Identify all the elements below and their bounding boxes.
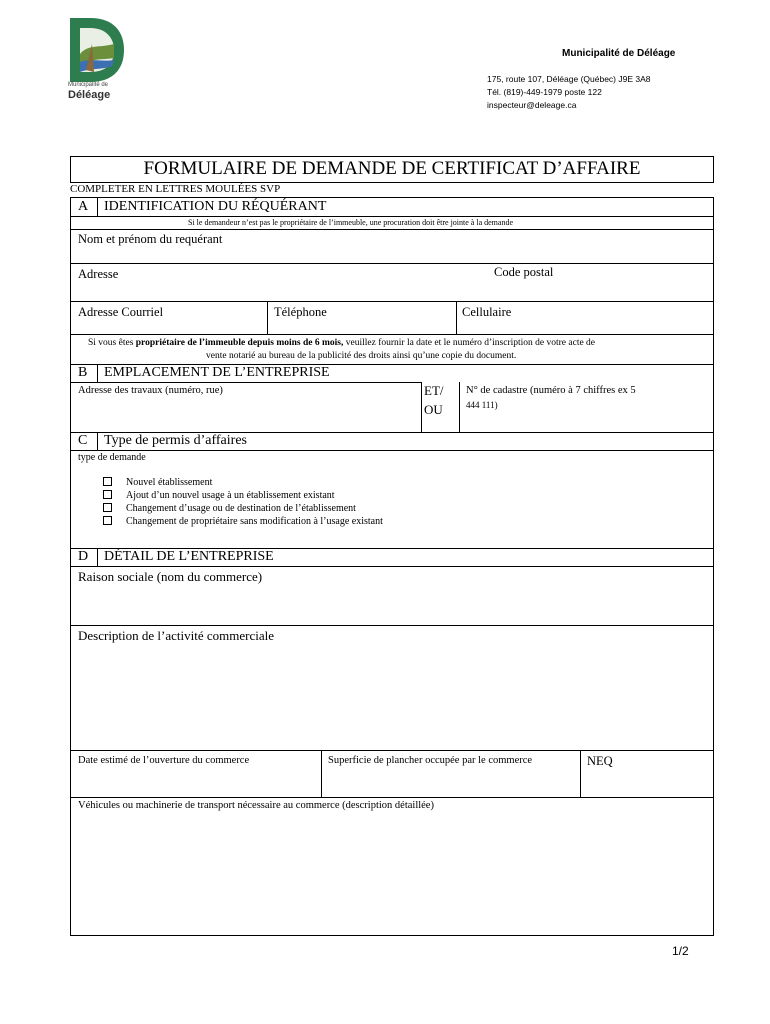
- owner-note-pre: Si vous êtes: [88, 338, 136, 348]
- section-d-letter: D: [78, 549, 89, 564]
- municipality-email: inspecteur@deleage.ca: [487, 100, 577, 110]
- checkbox-icon[interactable]: [103, 477, 112, 486]
- logo-small-text: Municipalité de: [68, 82, 109, 88]
- vehicles-label: Véhicules ou machinerie de transport nécessaire au commerce (description détaillée): [78, 800, 434, 811]
- opening-date-field[interactable]: [70, 768, 320, 796]
- option-label: Nouvel établissement: [126, 477, 213, 488]
- section-d-title: DÉTAIL DE L’ENTREPRISE: [104, 549, 274, 564]
- work-address-label: Adresse des travaux (numéro, rue): [78, 385, 223, 396]
- section-c-title: Type de permis d’affaires: [104, 433, 247, 448]
- address-field[interactable]: [70, 282, 714, 301]
- option-label: Ajout d’un nouvel usage à un établissement existant: [126, 490, 335, 501]
- company-name-field[interactable]: [70, 586, 714, 624]
- section-a-letter: A: [78, 199, 89, 214]
- option-new-establishment[interactable]: [103, 477, 212, 488]
- company-name-label: Raison sociale (nom du commerce): [78, 569, 263, 584]
- section-a-title: IDENTIFICATION DU RÉQUÉRANT: [104, 199, 327, 214]
- municipality-phone: Tél. (819)-449-1979 poste 122: [487, 87, 602, 97]
- requester-name-label: Nom et prénom du requérant: [78, 232, 223, 246]
- checkbox-icon[interactable]: [103, 503, 112, 512]
- vehicles-field[interactable]: [70, 815, 714, 935]
- cadastre-label: N° de cadastre (numéro à 7 chiffres ex 5: [466, 385, 636, 396]
- checkbox-icon[interactable]: [103, 516, 112, 525]
- et-label: ET/: [424, 383, 444, 398]
- email-field[interactable]: [70, 318, 267, 333]
- email-label: Adresse Courriel: [78, 305, 164, 319]
- postal-code-label: Code postal: [494, 265, 554, 279]
- option-change-owner[interactable]: [103, 516, 383, 527]
- section-a-note: Si le demandeur n’est pas le propriétaire de l’immeuble, une procuration doit être jointe à la demande: [188, 218, 513, 227]
- owner-note-bold: propriétaire de l’immeuble depuis moins de 6 mois,: [135, 338, 344, 348]
- requester-name-field[interactable]: [70, 247, 714, 263]
- address-label: Adresse: [78, 267, 119, 281]
- owner-note: [88, 338, 595, 348]
- option-label: Changement de propriétaire sans modification à l’usage existant: [126, 516, 383, 527]
- activity-field[interactable]: [70, 645, 714, 749]
- option-label: Changement d’usage ou de destination de l’établissement: [126, 503, 356, 514]
- opening-date-label: Date estimé de l’ouverture du commerce: [78, 755, 250, 766]
- form-subtitle: COMPLETER EN LETTRES MOULÉES SVP: [70, 183, 281, 195]
- cadastre-example: 444 111): [466, 400, 498, 410]
- section-b-title: EMPLACEMENT DE L’ENTREPRISE: [104, 365, 330, 380]
- activity-label: Description de l’activité commerciale: [78, 628, 274, 643]
- section-b-letter: B: [78, 365, 88, 380]
- phone-label: Téléphone: [274, 305, 327, 319]
- form-title: FORMULAIRE DE DEMANDE DE CERTIFICAT D’AFFAIRE: [143, 158, 641, 179]
- ou-label: OU: [424, 402, 443, 417]
- municipality-logo: [66, 14, 128, 104]
- municipality-address: 175, route 107, Déléage (Québec) J9E 3A8: [487, 74, 651, 84]
- neq-label: NEQ: [587, 754, 613, 768]
- owner-note-post: veuillez fournir la date et le numéro d’inscription de votre acte de: [343, 338, 596, 348]
- municipality-name: Municipalité de Déléage: [562, 48, 676, 59]
- option-add-use[interactable]: [103, 490, 335, 501]
- request-type-label: type de demande: [78, 452, 146, 463]
- page-number: 1/2: [672, 944, 689, 958]
- option-change-use[interactable]: [103, 503, 356, 514]
- logo-big-text: Déléage: [68, 89, 111, 101]
- section-c-letter: C: [78, 433, 88, 448]
- floor-area-field[interactable]: [322, 768, 579, 796]
- neq-field[interactable]: [581, 768, 713, 796]
- checkbox-icon[interactable]: [103, 490, 112, 499]
- owner-note-line2: vente notarié au bureau de la publicité des droits ainsi qu’une copie du document.: [206, 351, 517, 361]
- work-address-field[interactable]: [70, 398, 420, 430]
- cell-field[interactable]: [457, 318, 713, 333]
- cell-label: Cellulaire: [462, 305, 512, 319]
- floor-area-label: Superficie de plancher occupée par le commerce: [328, 755, 533, 766]
- phone-field[interactable]: [268, 318, 456, 333]
